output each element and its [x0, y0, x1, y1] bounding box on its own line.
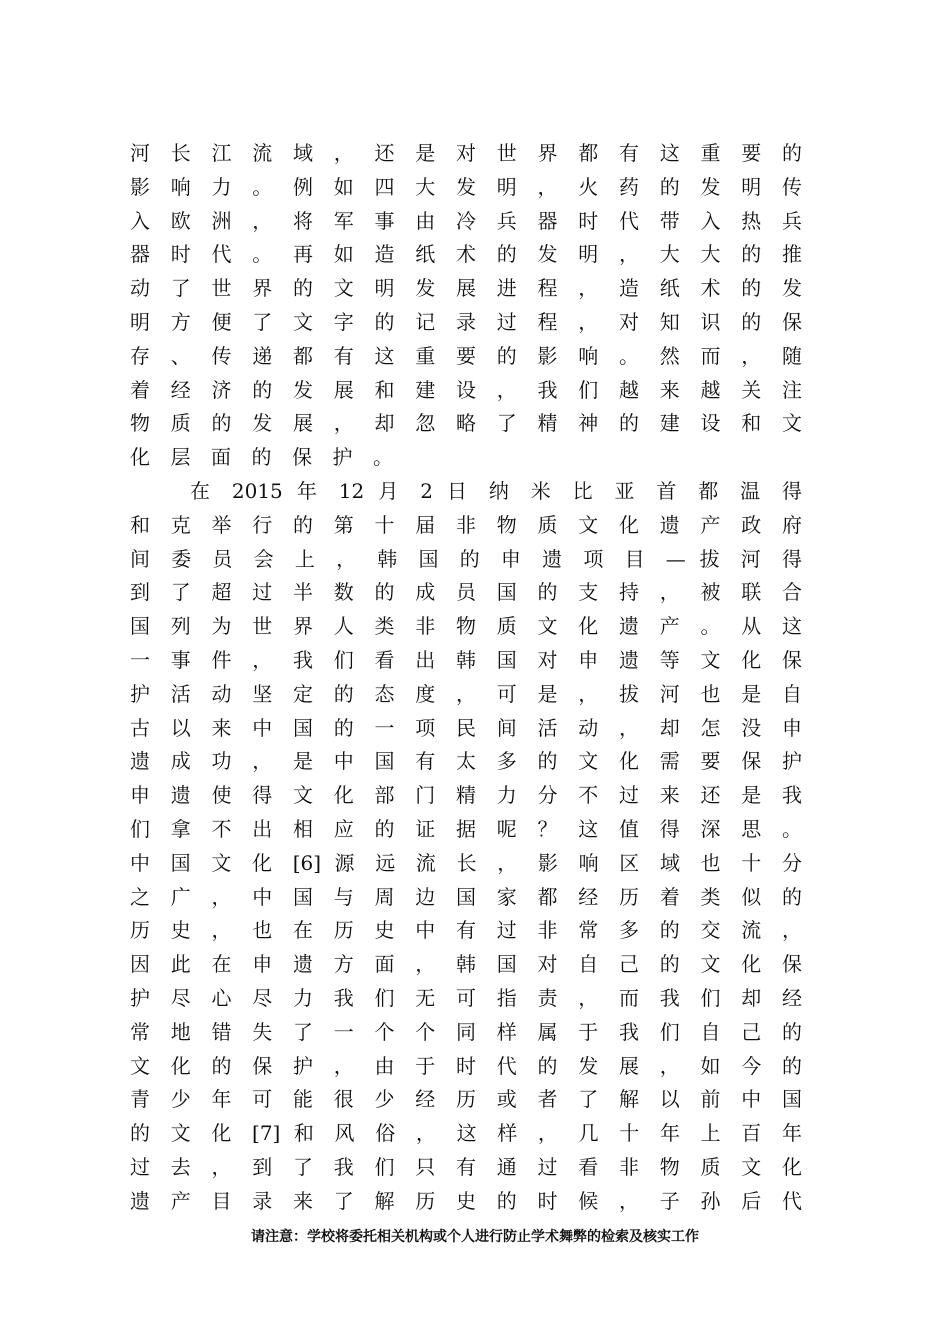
text-line: 和 克 举 行 的 第 十 届 非 物 质 文 化 遗 产 政 府	[130, 512, 802, 537]
text-line: 文 化 的 保 护 ， 由 于 时 代 的 发 展 ， 如 今 的	[130, 1053, 802, 1078]
text-line: 遗 成 功 ， 是 中 国 有 太 多 的 文 化 需 要 保 护	[130, 749, 802, 774]
text-line: 间 委 员 会 上 ， 韩 国 的 申 遗 项 目 — 拔 河 得	[130, 546, 802, 571]
text-line: 到 了 超 过 半 数 的 成 员 国 的 支 持 ， 被 联 合	[130, 580, 802, 605]
text-line: 中 国 文 化 [6] 源 远 流 长 ， 影 响 区 域 也 十 分	[130, 850, 802, 875]
text-line: 护 尽 心 尽 力 我 们 无 可 指 责 ， 而 我 们 却 经	[130, 985, 802, 1010]
text-line: 过 去 ， 到 了 我 们 只 有 通 过 看 非 物 质 文 化	[130, 1154, 802, 1179]
text-line: 古 以 来 中 国 的 一 项 民 间 活 动 ， 却 怎 没 申	[130, 715, 802, 740]
text-line: 器 时 代 。 再 如 造 纸 术 的 发 明 ， 大 大 的 推	[130, 242, 802, 267]
body-text	[130, 137, 802, 1219]
text-line: 物 质 的 发 展 ， 却 忽 略 了 精 神 的 建 设 和 文	[130, 411, 802, 436]
text-line: 申 遗 使 得 文 化 部 门 精 力 分 不 过 来 还 是 我	[130, 783, 802, 808]
text-line: 动 了 世 界 的 文 明 发 展 进 程 ， 造 纸 术 的 发	[130, 276, 802, 301]
text-line: 之 广 ， 中 国 与 周 边 国 家 都 经 历 着 类 似 的	[130, 884, 802, 909]
text-line: 影 响 力 。 例 如 四 大 发 明 ， 火 药 的 发 明 传	[130, 174, 802, 199]
text-line: 的 文 化 [7] 和 风 俗 ， 这 样 ， 几 十 年 上 百 年	[130, 1121, 802, 1146]
text-line: 常 地 错 失 了 一 个 个 同 样 属 于 我 们 自 己 的	[130, 1019, 802, 1044]
text-line: 护 活 动 坚 定 的 态 度 ， 可 是 ， 拔 河 也 是 自	[130, 681, 802, 706]
paragraph-start-line: 在 2015 年 12 月 2 日 纳 米 比 亚 首 都 温 得	[190, 478, 802, 503]
text-line: 一 事 件 ， 我 们 看 出 韩 国 对 申 遗 等 文 化 保	[130, 647, 802, 672]
footer-notice: 请注意：学校将委托相关机构或个人进行防止学术舞弊的检索及核实工作	[251, 1229, 699, 1245]
text-line: 青 少 年 可 能 很 少 经 历 或 者 了 解 以 前 中 国	[130, 1087, 802, 1112]
text-line: 国 列 为 世 界 人 类 非 物 质 文 化 遗 产 。 从 这	[130, 614, 802, 639]
text-line: 明 方 便 了 文 字 的 记 录 过 程 ， 对 知 识 的 保	[130, 309, 802, 334]
text-line: 们 拿 不 出 相 应 的 证 据 呢 ？ 这 值 得 深 思 。	[130, 816, 802, 841]
text-line: 着 经 济 的 发 展 和 建 设 ， 我 们 越 来 越 关 注	[130, 377, 802, 402]
text-line: 遗 产 目 录 来 了 解 历 史 的 时 候 ， 子 孙 后 代	[130, 1188, 802, 1213]
text-line: 因 此 在 申 遗 方 面 ， 韩 国 对 自 己 的 文 化 保	[130, 952, 802, 977]
text-line: 历 史 ， 也 在 历 史 中 有 过 非 常 多 的 交 流 ，	[130, 918, 802, 943]
text-line: 存 、 传 递 都 有 这 重 要 的 影 响 。 然 而 ， 随	[130, 343, 802, 368]
text-line: 入 欧 洲 ， 将 军 事 由 冷 兵 器 时 代 带 入 热 兵	[130, 208, 802, 233]
text-line: 河 长 江 流 域 ， 还 是 对 世 界 都 有 这 重 要 的	[130, 141, 802, 165]
paragraph-end-line: 化层面的保护。	[130, 445, 414, 470]
